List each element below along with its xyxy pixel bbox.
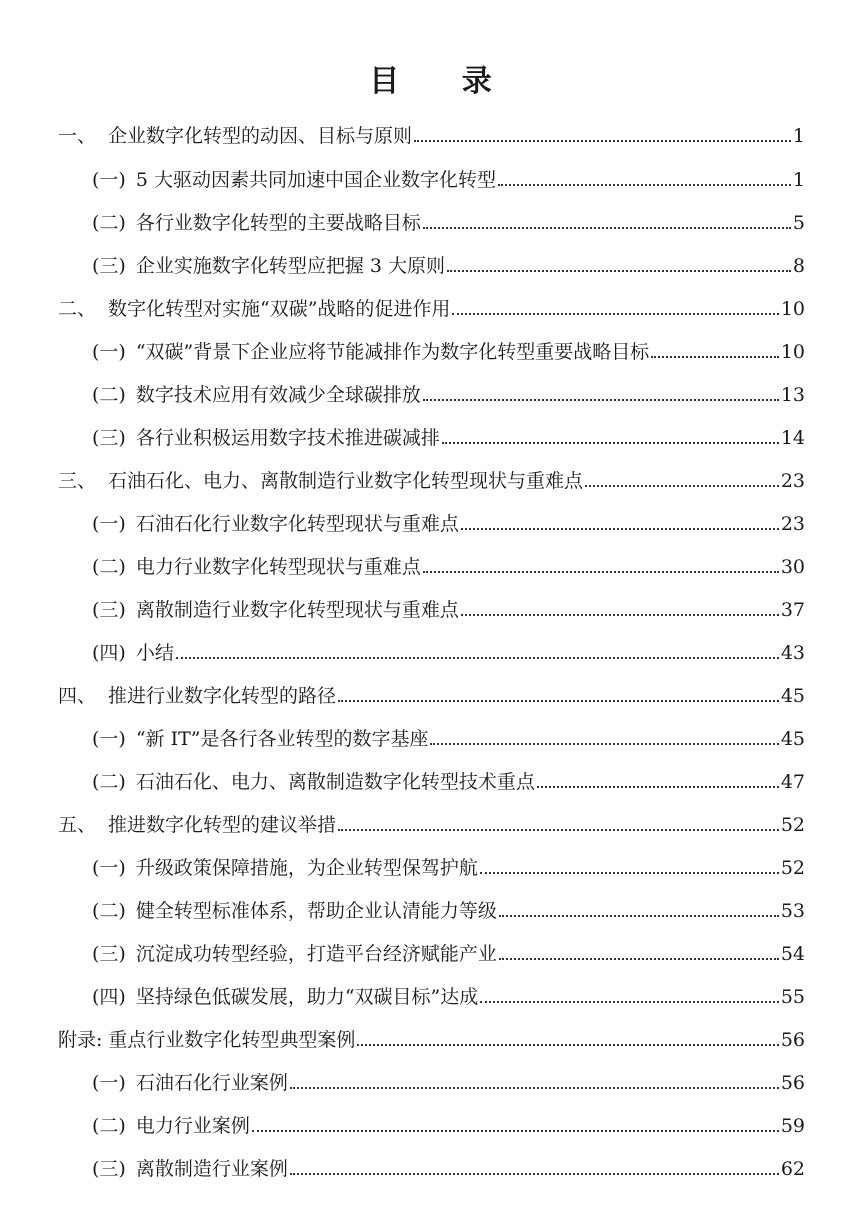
dot-leader: [461, 614, 779, 616]
toc-entry-title: 企业实施数字化转型应把握 3 大原则: [135, 255, 445, 277]
dot-leader: [423, 399, 779, 401]
toc-entry-page: 14: [780, 427, 805, 449]
toc-entry-section[interactable]: [92, 419, 805, 451]
dot-leader: [499, 958, 779, 960]
toc-entry-number: (一): [92, 341, 126, 363]
toc-entry-page: 37: [780, 599, 805, 621]
toc-entry-section[interactable]: [92, 1107, 805, 1139]
dot-leader: [480, 872, 779, 874]
toc-entry-title: 健全转型标准体系，帮助企业认清能力等级: [135, 900, 497, 922]
toc-entry-section[interactable]: [92, 161, 805, 193]
toc-entry-number: 五、: [58, 814, 97, 836]
toc-entry-section[interactable]: [92, 376, 805, 408]
toc-entry-page: 47: [780, 771, 805, 793]
toc-entry-number: (一): [92, 1072, 126, 1094]
dot-leader: [452, 313, 778, 315]
toc-entry-chapter-2[interactable]: [58, 290, 805, 322]
toc-entry-page: 45: [780, 728, 805, 750]
toc-entry-title: 石油石化、电力、离散制造行业数字化转型现状与重难点: [108, 470, 584, 492]
toc-entry-section[interactable]: [92, 1150, 805, 1182]
toc-entry-section[interactable]: [92, 935, 805, 967]
toc-entry-number: 四、: [58, 685, 97, 707]
toc-entry-number: (二): [92, 900, 126, 922]
toc-entry-title: 小结: [135, 642, 174, 664]
dot-leader: [423, 571, 779, 573]
dot-leader: [423, 227, 791, 229]
page-title: 目 录: [369, 64, 518, 99]
toc-entry-title: 石油石化行业案例: [135, 1072, 288, 1094]
toc-entry-title: 5 大驱动因素共同加速中国企业数字化转型: [135, 169, 496, 191]
toc-entry-page: 55: [780, 986, 805, 1008]
toc-entry-section[interactable]: [92, 548, 805, 580]
toc-entry-title: 各行业积极运用数字技术推进碳减排: [135, 427, 440, 449]
dot-leader: [651, 356, 779, 358]
toc-entry-section[interactable]: [92, 978, 805, 1010]
toc-entry-section[interactable]: [92, 1064, 805, 1096]
toc-entry-chapter-5[interactable]: [58, 806, 805, 838]
toc-entry-number: (三): [92, 599, 126, 621]
toc-entry-number: (二): [92, 556, 126, 578]
toc-entry-page: 5: [792, 212, 805, 234]
toc-entry-title: 企业数字化转型的动因、目标与原则: [108, 125, 413, 147]
toc-entry-number: (三): [92, 1158, 126, 1180]
toc-entry-number: (二): [92, 771, 126, 793]
toc-entry-title: 离散制造行业数字化转型现状与重难点: [135, 599, 459, 621]
toc-entry-page: 10: [780, 341, 805, 363]
toc-entry-chapter-1[interactable]: [58, 117, 805, 149]
toc-entry-page: 8: [792, 255, 805, 277]
toc-entry-appendix[interactable]: [58, 1021, 805, 1053]
toc-entry-chapter-3[interactable]: [58, 462, 805, 494]
toc-entry-page: 30: [780, 556, 805, 578]
dot-leader: [357, 1044, 778, 1046]
toc-entry-number: (一): [92, 728, 126, 750]
dot-leader: [498, 184, 791, 186]
toc-entry-section[interactable]: [92, 591, 805, 623]
toc-entry-section[interactable]: [92, 634, 805, 666]
dot-leader: [414, 140, 791, 142]
dot-leader: [252, 1130, 779, 1132]
toc-entry-page: 56: [780, 1029, 805, 1051]
toc-entry-page: 13: [780, 384, 805, 406]
toc-entry-title: 推进数字化转型的建议举措: [108, 814, 337, 836]
toc-entry-section[interactable]: [92, 204, 805, 236]
toc-entry-number: (四): [92, 642, 126, 664]
toc-entry-title: “新 IT”是各行各业转型的数字基座: [135, 728, 429, 750]
toc-entry-number: (一): [92, 857, 126, 879]
toc-entry-chapter-4[interactable]: [58, 677, 805, 709]
toc-entry-title: 沉淀成功转型经验，打造平台经济赋能产业: [135, 943, 497, 965]
toc-entry-title: 数字技术应用有效减少全球碳排放: [135, 384, 421, 406]
dot-leader: [290, 1173, 779, 1175]
toc-entry-page: 45: [780, 685, 805, 707]
toc-entry-title: 坚持绿色低碳发展，助力“双碳目标”达成: [135, 986, 479, 1008]
toc-entry-page: 23: [780, 513, 805, 535]
toc-entry-section[interactable]: [92, 849, 805, 881]
dot-leader: [442, 442, 779, 444]
toc-entry-title: “双碳”背景下企业应将节能减排作为数字化转型重要战略目标: [135, 341, 650, 363]
dot-leader: [430, 743, 778, 745]
toc-entry-number: (一): [92, 513, 126, 535]
toc-entry-title: 数字化转型对实施“双碳”战略的促进作用: [108, 298, 451, 320]
dot-leader: [480, 1001, 779, 1003]
toc-entry-page: 59: [780, 1115, 805, 1137]
toc-entry-page: 43: [780, 642, 805, 664]
toc-entry-title: 各行业数字化转型的主要战略目标: [135, 212, 421, 234]
toc-entry-title: 推进行业数字化转型的路径: [108, 685, 337, 707]
dot-leader: [585, 485, 779, 487]
toc-entry-number: (四): [92, 986, 126, 1008]
toc-entry-title: 石油石化、电力、离散制造数字化转型技术重点: [135, 771, 535, 793]
dot-leader: [338, 829, 779, 831]
toc-entry-title: 电力行业案例: [135, 1115, 250, 1137]
toc-entry-section[interactable]: [92, 333, 805, 365]
toc-entry-number: (二): [92, 1115, 126, 1137]
toc-entry-number: (三): [92, 427, 126, 449]
toc-entry-page: 62: [780, 1158, 805, 1180]
toc-entry-section[interactable]: [92, 247, 805, 279]
toc-entry-page: 52: [780, 857, 805, 879]
toc-entry-number: 二、: [58, 298, 97, 320]
toc-entry-title: 电力行业数字化转型现状与重难点: [135, 556, 421, 578]
dot-leader: [537, 786, 779, 788]
dot-leader: [447, 270, 791, 272]
toc-entry-title: 重点行业数字化转型典型案例: [108, 1029, 356, 1051]
dot-leader: [461, 528, 779, 530]
dot-leader: [290, 1087, 779, 1089]
dot-leader: [499, 915, 779, 917]
toc-entry-number: (二): [92, 384, 126, 406]
toc-entry-page: 54: [780, 943, 805, 965]
toc-entry-section[interactable]: [92, 505, 805, 537]
toc-entry-number: 三、: [58, 470, 97, 492]
dot-leader: [176, 657, 779, 659]
toc-entry-number: 附录:: [58, 1029, 103, 1051]
toc-entry-section[interactable]: [92, 892, 805, 924]
toc-entry-page: 1: [792, 125, 805, 147]
toc-entry-page: 53: [780, 900, 805, 922]
toc-entry-title: 升级政策保障措施，为企业转型保驾护航: [135, 857, 478, 879]
toc-entry-number: (三): [92, 943, 126, 965]
toc-entry-number: (二): [92, 212, 126, 234]
toc-entry-page: 10: [780, 298, 805, 320]
toc-entry-title: 离散制造行业案例: [135, 1158, 288, 1180]
toc-entry-page: 1: [792, 169, 805, 191]
toc-entry-number: (一): [92, 169, 126, 191]
toc-entry-number: (三): [92, 255, 126, 277]
toc-entry-page: 23: [780, 470, 805, 492]
toc-entry-page: 52: [780, 814, 805, 836]
dot-leader: [338, 700, 779, 702]
toc-entry-section[interactable]: [92, 763, 805, 795]
toc-entry-section[interactable]: [92, 720, 805, 752]
toc-entry-page: 56: [780, 1072, 805, 1094]
toc-entry-title: 石油石化行业数字化转型现状与重难点: [135, 513, 459, 535]
toc-entry-number: 一、: [58, 125, 97, 147]
